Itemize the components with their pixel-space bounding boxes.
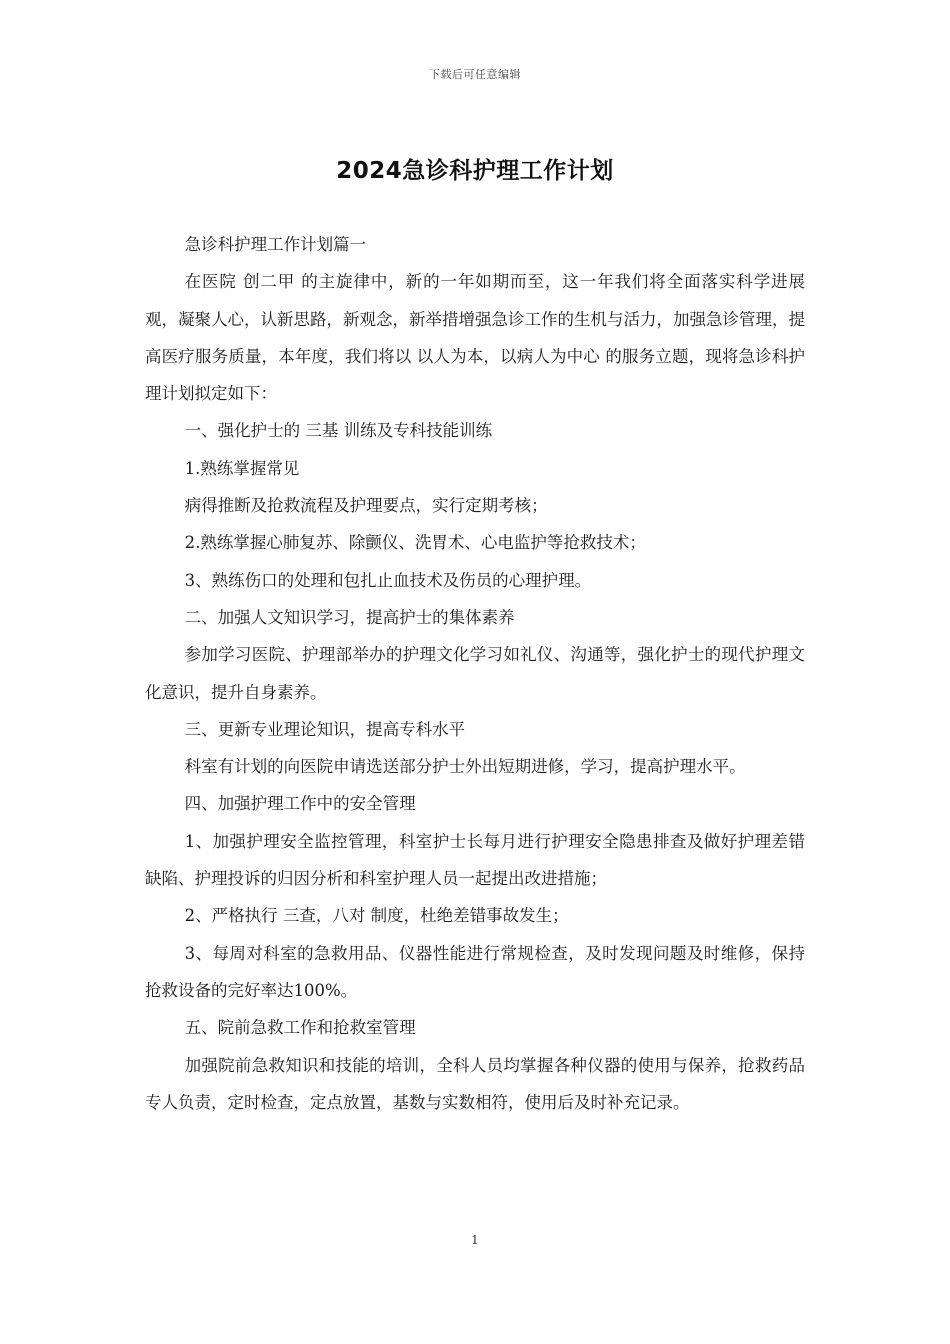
document-title: 2024急诊科护理工作计划 — [336, 158, 614, 184]
header-note: 下载后可任意编辑 — [429, 68, 521, 81]
paragraph: 加强院前急救知识和技能的培训，全科人员均掌握各种仪器的使用与保养，抢救药品专人负责，定时检查，定点放置，基数与实数相符，使用后及时补充记录。 — [145, 1055, 805, 1112]
paragraph: 1、加强护理安全监控管理，科室护士长每月进行护理安全隐患排查及做好护理差错缺陷、护理投诉的归因分析和科室护理人员一起提出改进措施； — [145, 831, 805, 889]
paragraph: 1.熟练掌握常见 — [184, 458, 300, 478]
paragraph: 急诊科护理工作计划篇一 — [184, 235, 367, 254]
page-number: 1 — [471, 1233, 479, 1247]
paragraph: 3、每周对科室的急救用品、仪器性能进行常规检查，及时发现问题及时维修，保持抢救设备的完好率达100%。 — [145, 943, 805, 1000]
paragraph: 在医院 创二甲 的主旋律中，新的一年如期而至，这一年我们将全面落实科学进展观，凝聚人心，认新思路，新观念，新举措增强急诊工作的生机与活力，加强急诊管理，提高医疗服务质量，本年度，我们将以 以人为本，以病人为中心 的服务立题，现将急诊科护理计划拟定如下： — [145, 272, 805, 404]
paragraph: 二、加强人文知识学习，提高护士的集体素养 — [184, 607, 515, 627]
paragraph: 2、严格执行 三查，八对 制度，杜绝差错事故发生； — [184, 906, 569, 926]
paragraph: 科室有计划的向医院申请选送部分护士外出短期进修，学习，提高护理水平。 — [184, 757, 746, 777]
paragraph: 病得推断及抢救流程及护理要点，实行定期考核； — [184, 496, 548, 516]
paragraph: 一、强化护士的 三基 训练及专科技能训练 — [184, 421, 493, 441]
paragraph: 参加学习医院、护理部举办的护理文化学习如礼仪、沟通等，强化护士的现代护理文化意识，提升自身素养。 — [145, 645, 805, 702]
paragraph: 3、熟练伤口的处理和包扎止血技术及伤员的心理护理。 — [184, 570, 592, 590]
paragraph: 五、院前急救工作和抢救室管理 — [184, 1018, 416, 1038]
document-body — [145, 226, 805, 1121]
paragraph: 四、加强护理工作中的安全管理 — [184, 794, 416, 814]
paragraph: 2.熟练掌握心肺复苏、除颤仪、洗胃术、心电监护等抢救技术； — [184, 533, 646, 553]
paragraph: 三、更新专业理论知识，提高专科水平 — [184, 719, 466, 739]
